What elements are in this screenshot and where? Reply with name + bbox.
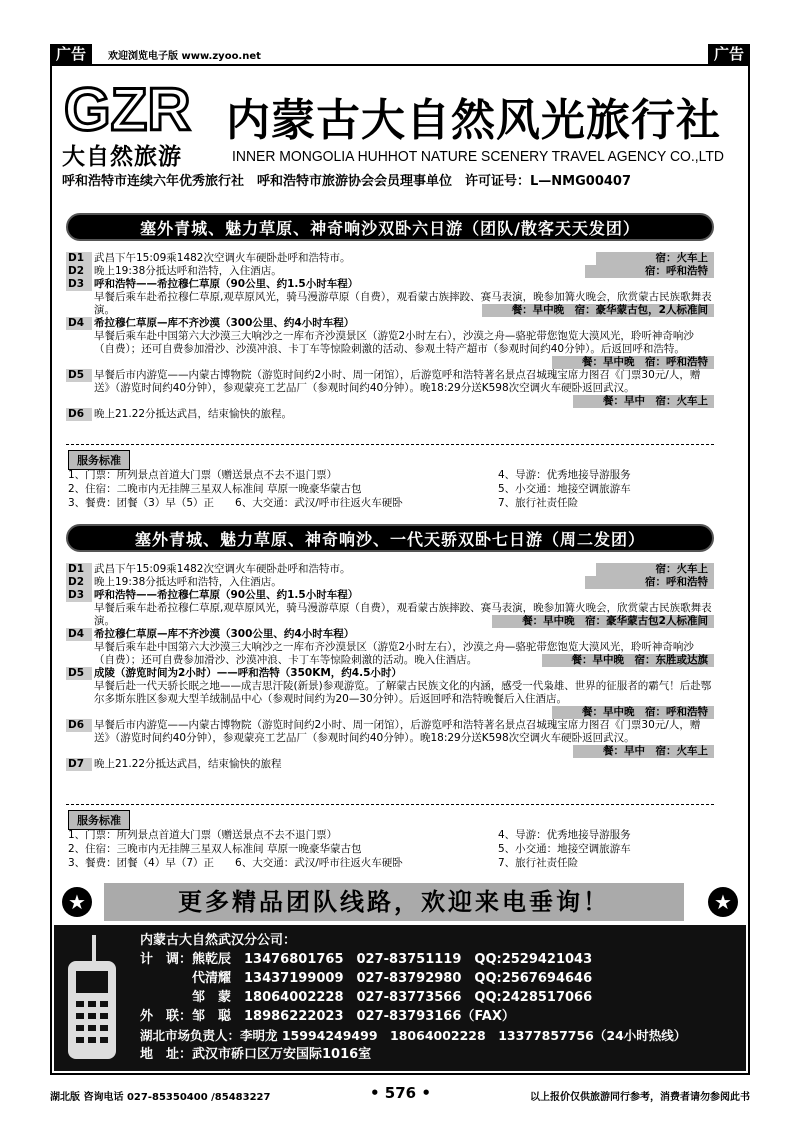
day-text: 早餐后乘车赴中国第六大沙漠三大响沙之一库布齐沙漠景区（游览2小时左右），沙漠之舟—骆驼带您饱览大漠风光，聆听神奇响沙（自费）；还可自费参加滑沙、沙漠冲浪、卡丁车等惊险刺激的活动。晚入住酒店。 [94,641,694,666]
day-code: D3 [66,278,92,291]
day-text: 晚上21.22分抵达武昌，结束愉快的旅程 [94,758,282,770]
star-icon: ★ [62,887,92,917]
day-code: D5 [66,369,92,382]
tour2-day-3 [66,589,714,628]
tour2-title: 塞外青城、魅力草原、神奇响沙、一代天骄双卧七日游（周二发团） [66,524,714,552]
service-item: 7、旅行社责任险 [498,497,579,509]
day-note: 宿：呼和浩特 [585,265,714,278]
day-note: 餐：早中晚 宿：东胜或达旗 [542,654,715,667]
day-code: D6 [66,719,92,732]
day-text: 早餐后乘车赴中国第六大沙漠三大响沙之一库布齐沙漠景区（游览2小时左右），沙漠之舟—骆驼带您饱览大漠风光，聆听神奇响沙（自费）；还可自费参加滑沙、沙漠冲浪、卡丁车等惊险刺激的活动、参观土特产超市（参观时间约40分钟）。后返回呼和浩特。 [94,330,694,355]
tour2-day-5 [66,667,714,719]
ad-label-left: 广告 [50,44,92,64]
day-note: 餐：早中 宿：火车上 [573,395,714,408]
day-code: D2 [66,576,92,589]
day-code: D1 [66,563,92,576]
logo-letters: GZR [64,78,191,140]
day-code: D5 [66,667,92,680]
day-note: 餐：早中 宿：火车上 [573,745,714,758]
day-note: 餐：早中晚 宿：呼和浩特 [552,706,714,719]
day-code: D1 [66,252,92,265]
service1-list [68,468,708,514]
footer-disclaimer: 以上报价仅供旅游同行参考，消费者请勿参阅此书 [530,1092,750,1103]
contact-line: 湖北市场负责人：李明龙 15994249499 18064002228 13377857756（24小时热线） [140,1028,687,1043]
gzr-logo [60,78,220,140]
day-code: D7 [66,758,92,771]
credentials-line: 呼和浩特市连续六年优秀旅行社 呼和浩特市旅游协会会员理事单位 许可证号：L—NMG00407 [62,174,631,189]
day-text: 晚上21.22分抵达武昌，结束愉快的旅程。 [94,408,293,420]
day-text: 早餐后乘车赴希拉穆仁草原,观草原风光，骑马漫游草原（自费），观看蒙古族摔跤、赛马表演，晚参加篝火晚会，欣赏蒙古民族歌舞表演。 [94,602,712,627]
logo-subtitle: 大自然旅游 [62,144,182,170]
footer-contact: 湖北版 咨询电话 027-85350400 /85483227 [50,1092,271,1103]
tour2-itinerary [66,563,714,771]
day-note: 餐：早中晚 宿：豪华蒙古包2人标准间 [492,615,714,628]
page-number: • 576 • [370,1084,431,1102]
tour1-day-3 [66,278,714,317]
day-text: 晚上19:38分抵达呼和浩特，入住酒店。 [94,576,282,588]
tour1-day-2 [66,265,714,278]
day-note: 宿：火车上 [596,563,715,576]
tour1-day-4 [66,317,714,369]
day-note: 宿：呼和浩特 [585,576,714,589]
tour1-title: 塞外青城、魅力草原、神奇响沙双卧六日游（团队/散客天天发团） [66,213,714,241]
day-text: 早餐后乘车赴希拉穆仁草原,观草原风光，骑马漫游草原（自费），观看蒙古族摔跤、赛马表演，晚参加篝火晚会，欣赏蒙古民族歌舞表演。 [94,291,712,316]
contact-line: 地 址：武汉市硚口区万安国际1016室 [140,1047,372,1062]
service-item: 7、旅行社责任险 [498,857,579,869]
day-note: 餐：早中晚 宿：呼和浩特 [552,356,714,369]
day-text: 晚上19:38分抵达呼和浩特，入住酒店。 [94,265,282,277]
day-heading: 希拉穆仁草原—库不齐沙漠（300公里、约4小时车程） [94,628,355,640]
day-heading: 成陵（游览时间为2小时）——呼和浩特（350KM，约4.5小时） [94,667,402,679]
gzr-logo-graphic [60,78,220,140]
contact-line: 代清耀 13437199009 027-83792980 QQ:2567694646 [140,971,593,986]
tour1-itinerary [66,252,714,421]
service-item: 4、导游：优秀地接导游服务 [498,469,631,481]
service-item: 1、门票：所列景点首道大门票（赠送景点不去不退门票） [68,469,338,481]
tour2-day-7 [66,758,714,771]
service2-title: 服务标准 [68,810,130,830]
day-heading: 呼和浩特——希拉穆仁草原（90公里、约1.5小时车程） [94,589,359,601]
service-item: 4、导游：优秀地接导游服务 [498,829,631,841]
divider [66,444,714,445]
day-heading: 呼和浩特——希拉穆仁草原（90公里、约1.5小时车程） [94,278,359,290]
divider [66,804,714,805]
branch-name: 内蒙古大自然武汉分公司： [140,933,297,948]
contact-line: 外 联：邹 聪 18986222023 027-83793166（FAX） [140,1009,515,1024]
agency-name-cn: 内蒙古大自然风光旅行社 [226,95,721,146]
agency-name-en: INNER MONGOLIA HUHHOT NATURE SCENERY TRAVEL AGENCY CO.,LTD [232,148,724,165]
tour1-day-5 [66,369,714,408]
day-text: 武昌下午15:09乘1482次空调火车硬卧赴呼和浩特市。 [94,252,351,264]
day-text: 早餐后市内游览——内蒙古博物院（游览时间约2小时、周一闭馆），后游览呼和浩特著名景点召城瑰宝席力图召《门票30元/人，赠送》（游览时间约40分钟），参观蒙亮工艺品厂（参观时间约40分钟）。晚18:29分送K598次空调火车硬卧返回武汉。 [94,369,701,394]
contact-line: 计 调：熊乾辰 13476801765 027-83751119 QQ:2529421043 [140,952,593,967]
day-code: D4 [66,317,92,330]
day-note: 宿：火车上 [596,252,715,265]
star-icon: ★ [708,887,738,917]
day-code: D6 [66,408,92,421]
day-code: D2 [66,265,92,278]
contact-box [54,925,746,1071]
site-note: 欢迎浏览电子版 www.zyoo.net [108,51,261,62]
tour2-day-4 [66,628,714,667]
service-item: 3、餐费：团餐（4）早（7）正 6、大交通：武汉/呼市往返火车硬卧 [68,857,403,869]
mobile-phone-icon [62,935,122,1063]
day-text: 武昌下午15:09乘1482次空调火车硬卧赴呼和浩特市。 [94,563,351,575]
tour1-day-1 [66,252,714,265]
tour2-day-1 [66,563,714,576]
service-item: 5、小交通：地接空调旅游车 [498,483,631,495]
tour1-day-6 [66,408,714,421]
day-text: 早餐后赴一代天骄长眠之地——成吉思汗陵(新景)参观游览。了解蒙古民族文化的内涵，感受一代枭雄、世界的征服者的霸气！后赴鄂尔多斯东胜区参观大型羊绒制品中心（参观时间约为20—30分钟）。后返回呼和浩特晚餐后入住酒店。 [94,680,712,705]
tour2-day-2 [66,576,714,589]
day-code: D4 [66,628,92,641]
day-heading: 希拉穆仁草原—库不齐沙漠（300公里、约4小时车程） [94,317,355,329]
contact-line: 邹 蒙 18064002228 027-83773566 QQ:2428517066 [140,990,593,1005]
more-lines-banner: 更多精品团队线路，欢迎来电垂询！ [104,883,684,921]
day-note: 餐：早中晚 宿：豪华蒙古包，2人标准间 [482,304,714,317]
tour2-day-6 [66,719,714,758]
day-code: D3 [66,589,92,602]
service-item: 1、门票：所列景点首道大门票（赠送景点不去不退门票） [68,829,338,841]
day-text: 早餐后市内游览——内蒙古博物院（游览时间约2小时、周一闭馆），后游览呼和浩特著名景点召城瑰宝席力图召《门票30元/人，赠送》（游览时间约40分钟），参观蒙亮工艺品厂（参观时间约40分钟）。晚18:29分送K598次空调火车硬卧返回武汉。 [94,719,701,744]
service1-title: 服务标准 [68,450,130,470]
service-item: 2、住宿：二晚市内无挂牌三星双人标准间 草原一晚豪华蒙古包 [68,483,362,495]
service-item: 5、小交通：地接空调旅游车 [498,843,631,855]
service2-list [68,828,708,874]
service-item: 2、住宿：三晚市内无挂牌三星双人标准间 草原一晚豪华蒙古包 [68,843,362,855]
ad-label-right: 广告 [708,44,750,64]
service-item: 3、餐费：团餐（3）早（5）正 6、大交通：武汉/呼市往返火车硬卧 [68,497,403,509]
